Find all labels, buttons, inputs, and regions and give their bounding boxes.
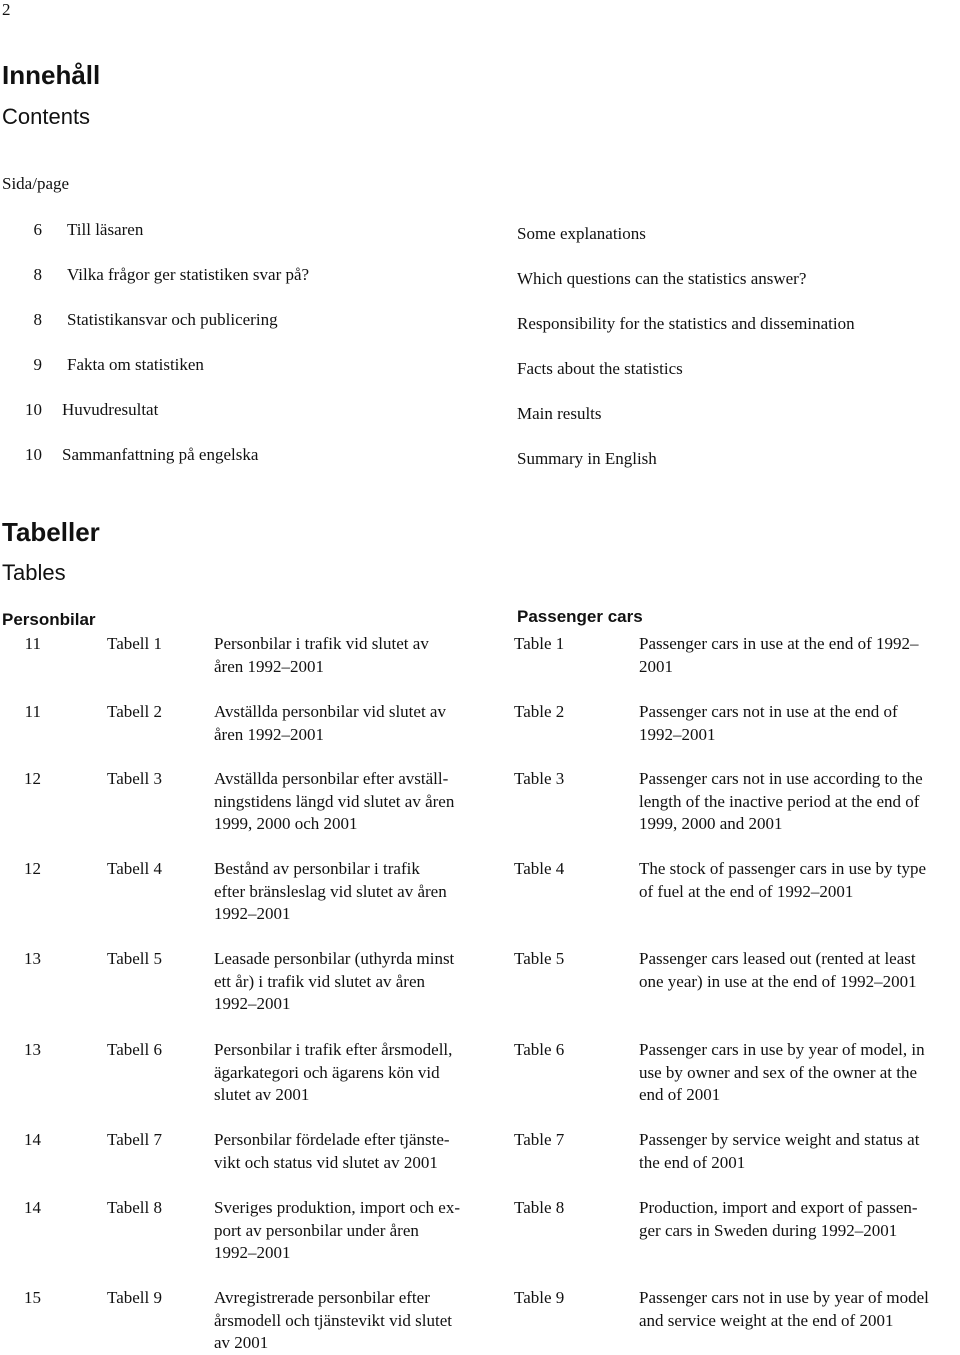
- table-description-swedish: Personbilar i trafik vid slutet av åren 1992–2001: [214, 634, 429, 676]
- table-description-swedish: Avställda personbilar vid slutet av åren 1992–2001: [214, 702, 446, 744]
- table-label-english: Table 4: [514, 859, 565, 878]
- entry-title-swedish: Statistikansvar och publicering: [67, 310, 278, 329]
- section-heading-swedish: Personbilar: [2, 610, 96, 629]
- table-label-english: Table 8: [514, 1198, 565, 1217]
- page-column-label: Sida/page: [2, 174, 70, 193]
- entry-title-english: Some explanations: [517, 224, 646, 243]
- table-page-number: 13: [24, 1040, 41, 1059]
- table-description-english: Production, import and export of passen- ger cars in Sweden during 1992–2001: [639, 1198, 918, 1240]
- table-label-swedish: Tabell 2: [107, 702, 162, 721]
- table-label-swedish: Tabell 1: [107, 634, 162, 653]
- tables-title-english: Tables: [2, 560, 66, 585]
- tables-title-swedish: Tabeller: [2, 517, 100, 547]
- contents-entry[interactable]: [0, 220, 960, 244]
- table-label-english: Table 7: [514, 1130, 565, 1149]
- table-description-english: The stock of passenger cars in use by type of fuel at the end of 1992–2001: [639, 859, 927, 901]
- section-heading-english: Passenger cars: [517, 607, 643, 626]
- table-label-swedish: Tabell 8: [107, 1198, 162, 1217]
- table-description-english: Passenger cars not in use by year of model and service weight at the end of 2001: [639, 1288, 929, 1330]
- entry-title-english: Main results: [517, 404, 602, 423]
- entry-title-english: Facts about the statistics: [517, 359, 683, 378]
- entry-title-swedish: Huvudresultat: [62, 400, 159, 419]
- table-page-number: 14: [24, 1130, 41, 1149]
- entry-page-number: 8: [33, 265, 42, 284]
- contents-entry[interactable]: [0, 445, 960, 469]
- table-description-swedish: Personbilar i trafik efter årsmodell, ägarkategori och ägarens kön vid slutet av 2001: [214, 1040, 453, 1104]
- table-page-number: 13: [24, 949, 41, 968]
- entry-title-swedish: Till läsaren: [67, 220, 144, 239]
- table-page-number: 11: [24, 702, 41, 721]
- entry-page-number: 6: [33, 220, 42, 239]
- table-description-english: Passenger cars in use by year of model, in use by owner and sex of the owner at the end of 2001: [639, 1040, 925, 1104]
- table-description-english: Passenger by service weight and status at the end of 2001: [639, 1130, 920, 1172]
- contents-entry[interactable]: [0, 355, 960, 379]
- table-page-number: 15: [24, 1288, 41, 1307]
- entry-title-swedish: Sammanfattning på engelska: [62, 445, 259, 464]
- table-label-swedish: Tabell 6: [107, 1040, 162, 1059]
- entry-title-english: Which questions can the statistics answer?: [517, 269, 807, 288]
- table-label-english: Table 9: [514, 1288, 565, 1307]
- table-description-swedish: Avställda personbilar efter avställ- ningstidens längd vid slutet av åren 1999, 2000 och 2001: [214, 769, 455, 833]
- table-label-english: Table 2: [514, 702, 565, 721]
- table-label-english: Table 5: [514, 949, 565, 968]
- table-label-swedish: Tabell 7: [107, 1130, 162, 1149]
- table-description-swedish: Personbilar fördelade efter tjänste- vikt och status vid slutet av 2001: [214, 1130, 450, 1172]
- table-page-number: 14: [24, 1198, 41, 1217]
- entry-title-swedish: Vilka frågor ger statistiken svar på?: [67, 265, 310, 284]
- entry-page-number: 9: [33, 355, 42, 374]
- table-page-number: 12: [24, 859, 41, 878]
- table-description-swedish: Bestånd av personbilar i trafik efter bränsleslag vid slutet av åren 1992–2001: [214, 859, 447, 923]
- table-label-english: Table 3: [514, 769, 565, 788]
- table-label-english: Table 1: [514, 634, 565, 653]
- table-description-english: Passenger cars leased out (rented at least one year) in use at the end of 1992–2001: [639, 949, 917, 991]
- table-label-swedish: Tabell 4: [107, 859, 162, 878]
- table-label-swedish: Tabell 9: [107, 1288, 162, 1307]
- contents-entry[interactable]: [0, 310, 960, 334]
- table-description-swedish: Avregistrerade personbilar efter årsmodell och tjänstevikt vid slutet av 2001: [214, 1288, 452, 1352]
- contents-title-swedish: Innehåll: [2, 60, 101, 90]
- entry-page-number: 10: [25, 400, 42, 419]
- table-description-english: Passenger cars not in use at the end of 1992–2001: [639, 702, 898, 744]
- entry-title-swedish: Fakta om statistiken: [67, 355, 204, 374]
- contents-entry[interactable]: [0, 265, 960, 289]
- table-description-swedish: Sveriges produktion, import och ex- port av personbilar under åren 1992–2001: [214, 1198, 460, 1262]
- entry-page-number: 8: [33, 310, 42, 329]
- table-page-number: 12: [24, 769, 41, 788]
- entry-title-english: Summary in English: [517, 449, 657, 468]
- table-description-swedish: Leasade personbilar (uthyrda minst ett år) i trafik vid slutet av åren 1992–2001: [214, 949, 455, 1013]
- entry-title-english: Responsibility for the statistics and dissemination: [517, 314, 855, 333]
- table-description-english: Passenger cars in use at the end of 1992– 2001: [639, 634, 919, 676]
- page-number: 2: [2, 0, 11, 19]
- contents-entry[interactable]: [0, 400, 960, 424]
- contents-title-english: Contents: [2, 104, 91, 129]
- table-description-english: Passenger cars not in use according to the length of the inactive period at the end of 1999, 2000 and 2001: [639, 769, 923, 833]
- table-label-english: Table 6: [514, 1040, 565, 1059]
- entry-page-number: 10: [25, 445, 42, 464]
- table-page-number: 11: [24, 634, 41, 653]
- table-label-swedish: Tabell 5: [107, 949, 162, 968]
- table-label-swedish: Tabell 3: [107, 769, 162, 788]
